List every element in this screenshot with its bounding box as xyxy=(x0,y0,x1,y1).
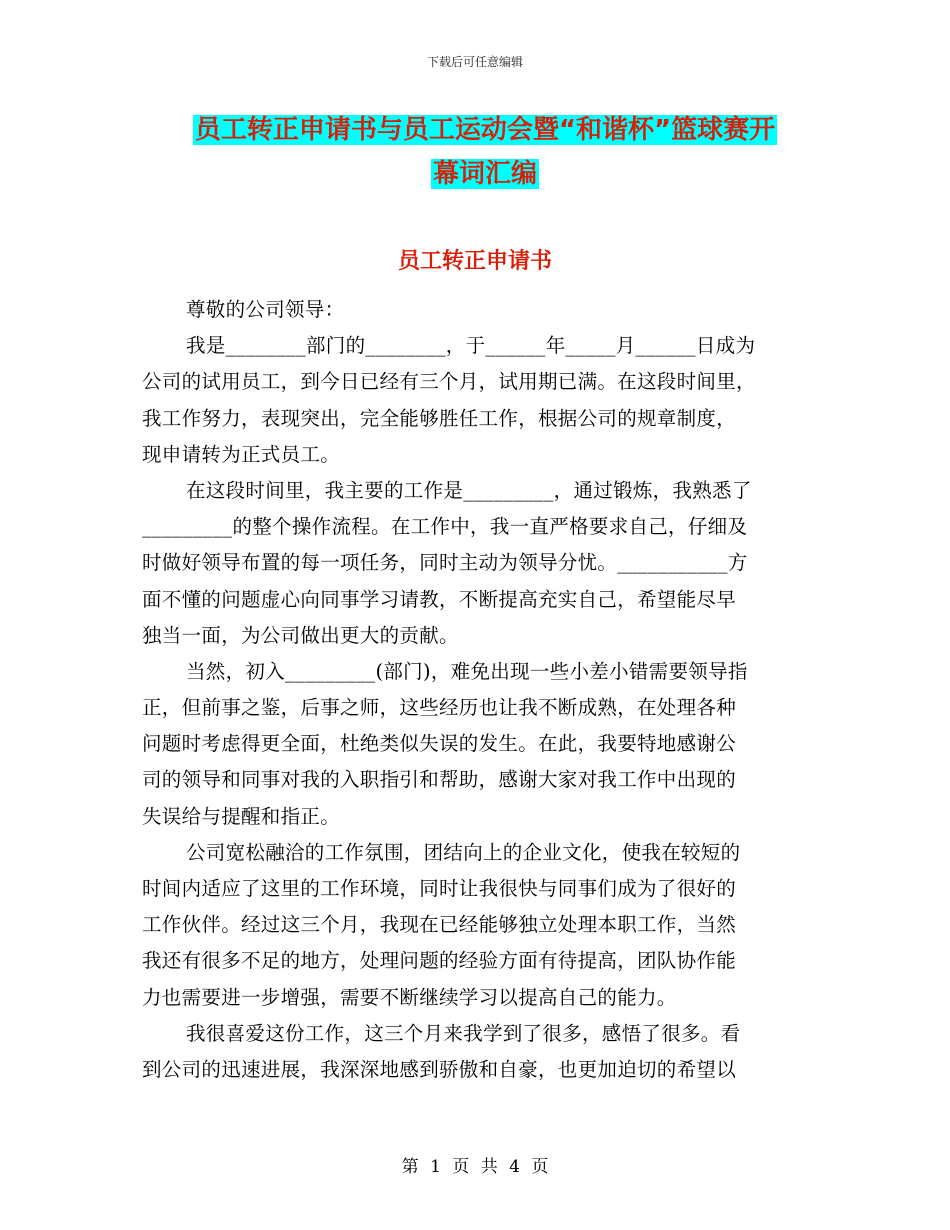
body-line: _________的整个操作流程。在工作中，我一直严格要求自己，仔细及 xyxy=(142,515,748,539)
body-line: 我工作努力，表现突出，完全能够胜任工作，根据公司的规章制度， xyxy=(142,406,737,430)
body-line: 工作伙伴。经过这三个月，我现在已经能够独立处理本职工作，当然 xyxy=(142,913,737,937)
body-line: 公司的试用员工，到今日已经有三个月，试用期已满。在这段时间里， xyxy=(142,370,756,394)
page-header-note: 下载后可任意编辑 xyxy=(426,55,523,69)
body-line: 问题时考虑得更全面，杜绝类似失误的发生。在此，我要特地感谢公 xyxy=(142,732,737,756)
body-line: 尊敬的公司领导： xyxy=(186,298,345,321)
document-title-line-1: 员工转正申请书与员工运动会暨“和谐杯”篮球赛开 xyxy=(194,115,776,145)
body-line: 现申请转为正式员工。 xyxy=(142,442,341,466)
section-title: 员工转正申请书 xyxy=(397,249,552,274)
document-title-line-2: 幕词汇编 xyxy=(432,159,537,189)
body-line: 失误给与提醒和指正。 xyxy=(142,804,341,828)
body-line: 当然，初入_________(部门)，难免出现一些小差小错需要领导指 xyxy=(186,659,748,683)
body-line: 在这段时间里，我主要的工作是_________，通过锻炼，我熟悉了 xyxy=(186,478,752,502)
body-line: 公司宽松融洽的工作氛围，团结向上的企业文化，使我在较短的 xyxy=(186,840,741,864)
body-line: 面不懂的问题虚心向同事学习请教，不断提高充实自己，希望能尽早 xyxy=(142,587,737,611)
body-line: 力也需要进一步增强，需要不断继续学习以提高自己的能力。 xyxy=(142,985,677,1009)
body-line: 我很喜爱这份工作，这三个月来我学到了很多，感悟了很多。看 xyxy=(186,1021,741,1045)
body-line: 我是________部门的________，于______年_____月______日成为 xyxy=(186,334,756,358)
body-line: 到公司的迅速进展，我深深地感到骄傲和自豪，也更加迫切的希望以 xyxy=(142,1057,737,1081)
body-line: 时间内适应了这里的工作环境，同时让我很快与同事们成为了很好的 xyxy=(142,877,737,900)
page-footer: 第 1 页 共 4 页 xyxy=(401,1157,549,1177)
body-line: 独当一面，为公司做出更大的贡献。 xyxy=(142,623,459,647)
body-line: 正，但前事之鉴，后事之师，这些经历也让我不断成熟，在处理各种 xyxy=(142,696,737,720)
document-body xyxy=(142,292,806,1088)
body-line: 我还有很多不足的地方，处理问题的经验方面有待提高，团队协作能 xyxy=(142,949,737,973)
body-line: 司的领导和同事对我的入职指引和帮助，感谢大家对我工作中出现的 xyxy=(142,768,737,792)
body-line: 时做好领导布置的每一项任务，同时主动为领导分忧。___________方 xyxy=(142,551,748,575)
